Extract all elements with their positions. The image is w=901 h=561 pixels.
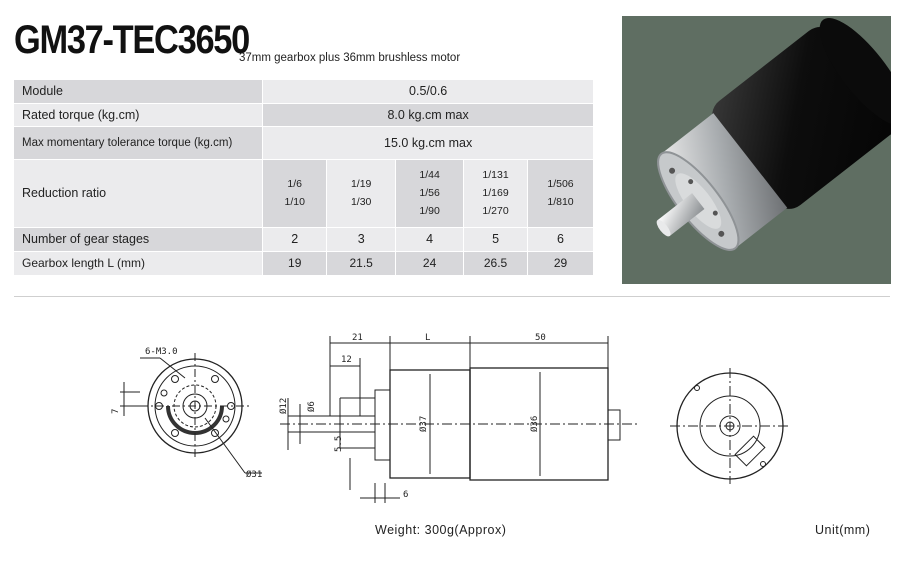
motor-image bbox=[622, 16, 891, 284]
dim-holes: 6-M3.0 bbox=[145, 347, 178, 357]
max-torque-row bbox=[14, 126, 594, 159]
ratio-cell bbox=[263, 159, 327, 227]
ratio-value: 1/19 bbox=[350, 178, 372, 190]
reduction-ratio-row bbox=[14, 159, 594, 227]
ratio-value: 1/10 bbox=[284, 196, 305, 208]
gear-stages-value: 3 bbox=[327, 227, 396, 251]
dim-gear-37: Ø37 bbox=[419, 415, 429, 432]
unit-label: Unit(mm) bbox=[815, 523, 871, 537]
rated-torque-row bbox=[14, 103, 594, 126]
dim-12: 12 bbox=[341, 355, 352, 365]
gearbox-length-value: 19 bbox=[263, 251, 327, 275]
gearbox-length-row bbox=[14, 251, 594, 275]
gearbox-length-value: 24 bbox=[396, 251, 464, 275]
gearbox-length-label: Gearbox length L (mm) bbox=[14, 251, 263, 275]
ratio-value: 1/810 bbox=[547, 196, 574, 208]
ratio-value: 1/56 bbox=[419, 187, 440, 199]
dim-5-5: 5.5 bbox=[334, 435, 344, 452]
dim-shaft-6: Ø6 bbox=[307, 401, 317, 412]
dim-50: 50 bbox=[535, 333, 546, 343]
gearbox-length-value: 21.5 bbox=[327, 251, 396, 275]
ratio-cell bbox=[396, 159, 464, 227]
model-description: 37mm gearbox plus 36mm brushless motor bbox=[239, 52, 461, 64]
dim-pcd: Ø31 bbox=[246, 470, 263, 480]
ratio-value: 1/90 bbox=[419, 205, 440, 217]
dim-6: 6 bbox=[403, 490, 409, 500]
gearbox-length-value: 26.5 bbox=[464, 251, 528, 275]
gear-stages-value: 5 bbox=[464, 227, 528, 251]
weight-label: Weight: 300g(Approx) bbox=[375, 523, 507, 537]
model-title: GM37-TEC3650 bbox=[14, 18, 249, 62]
ratio-value: 1/30 bbox=[350, 196, 372, 208]
module-value: 0.5/0.6 bbox=[263, 80, 594, 103]
dim-shaft-12: Ø12 bbox=[279, 397, 289, 414]
ratio-value: 1/169 bbox=[482, 187, 509, 199]
front-view bbox=[120, 353, 262, 473]
dim-21: 21 bbox=[352, 333, 363, 343]
dim-offset: 7 bbox=[111, 408, 121, 414]
gear-stages-value: 6 bbox=[528, 227, 594, 251]
gear-stages-value: 2 bbox=[263, 227, 327, 251]
section-divider bbox=[14, 296, 890, 297]
rated-torque-label: Rated torque (kg.cm) bbox=[14, 103, 263, 126]
dim-L: L bbox=[425, 333, 431, 343]
max-torque-value: 15.0 kg.cm max bbox=[263, 126, 594, 159]
rear-view bbox=[670, 368, 790, 484]
ratio-value: 1/131 bbox=[482, 169, 509, 181]
product-photo bbox=[622, 16, 891, 284]
max-torque-label: Max momentary tolerance torque (kg.cm) bbox=[14, 126, 263, 159]
dim-motor-36: Ø36 bbox=[530, 415, 540, 432]
ratio-cell bbox=[464, 159, 528, 227]
ratio-cell bbox=[528, 159, 594, 227]
rated-torque-value: 8.0 kg.cm max bbox=[263, 103, 594, 126]
ratio-cell bbox=[327, 159, 396, 227]
reduction-ratio-label: Reduction ratio bbox=[14, 159, 263, 227]
gear-stages-value: 4 bbox=[396, 227, 464, 251]
side-view bbox=[280, 336, 640, 503]
module-label: Module bbox=[14, 80, 263, 103]
ratio-value: 1/44 bbox=[419, 169, 440, 181]
gearbox-length-value: 29 bbox=[528, 251, 594, 275]
ratio-value: 1/506 bbox=[547, 178, 574, 190]
spec-table bbox=[14, 80, 594, 276]
gear-stages-row bbox=[14, 227, 594, 251]
ratio-value: 1/270 bbox=[482, 205, 509, 217]
module-row bbox=[14, 80, 594, 103]
ratio-value: 1/6 bbox=[287, 178, 303, 190]
technical-drawing bbox=[0, 298, 901, 520]
gear-stages-label: Number of gear stages bbox=[14, 227, 263, 251]
